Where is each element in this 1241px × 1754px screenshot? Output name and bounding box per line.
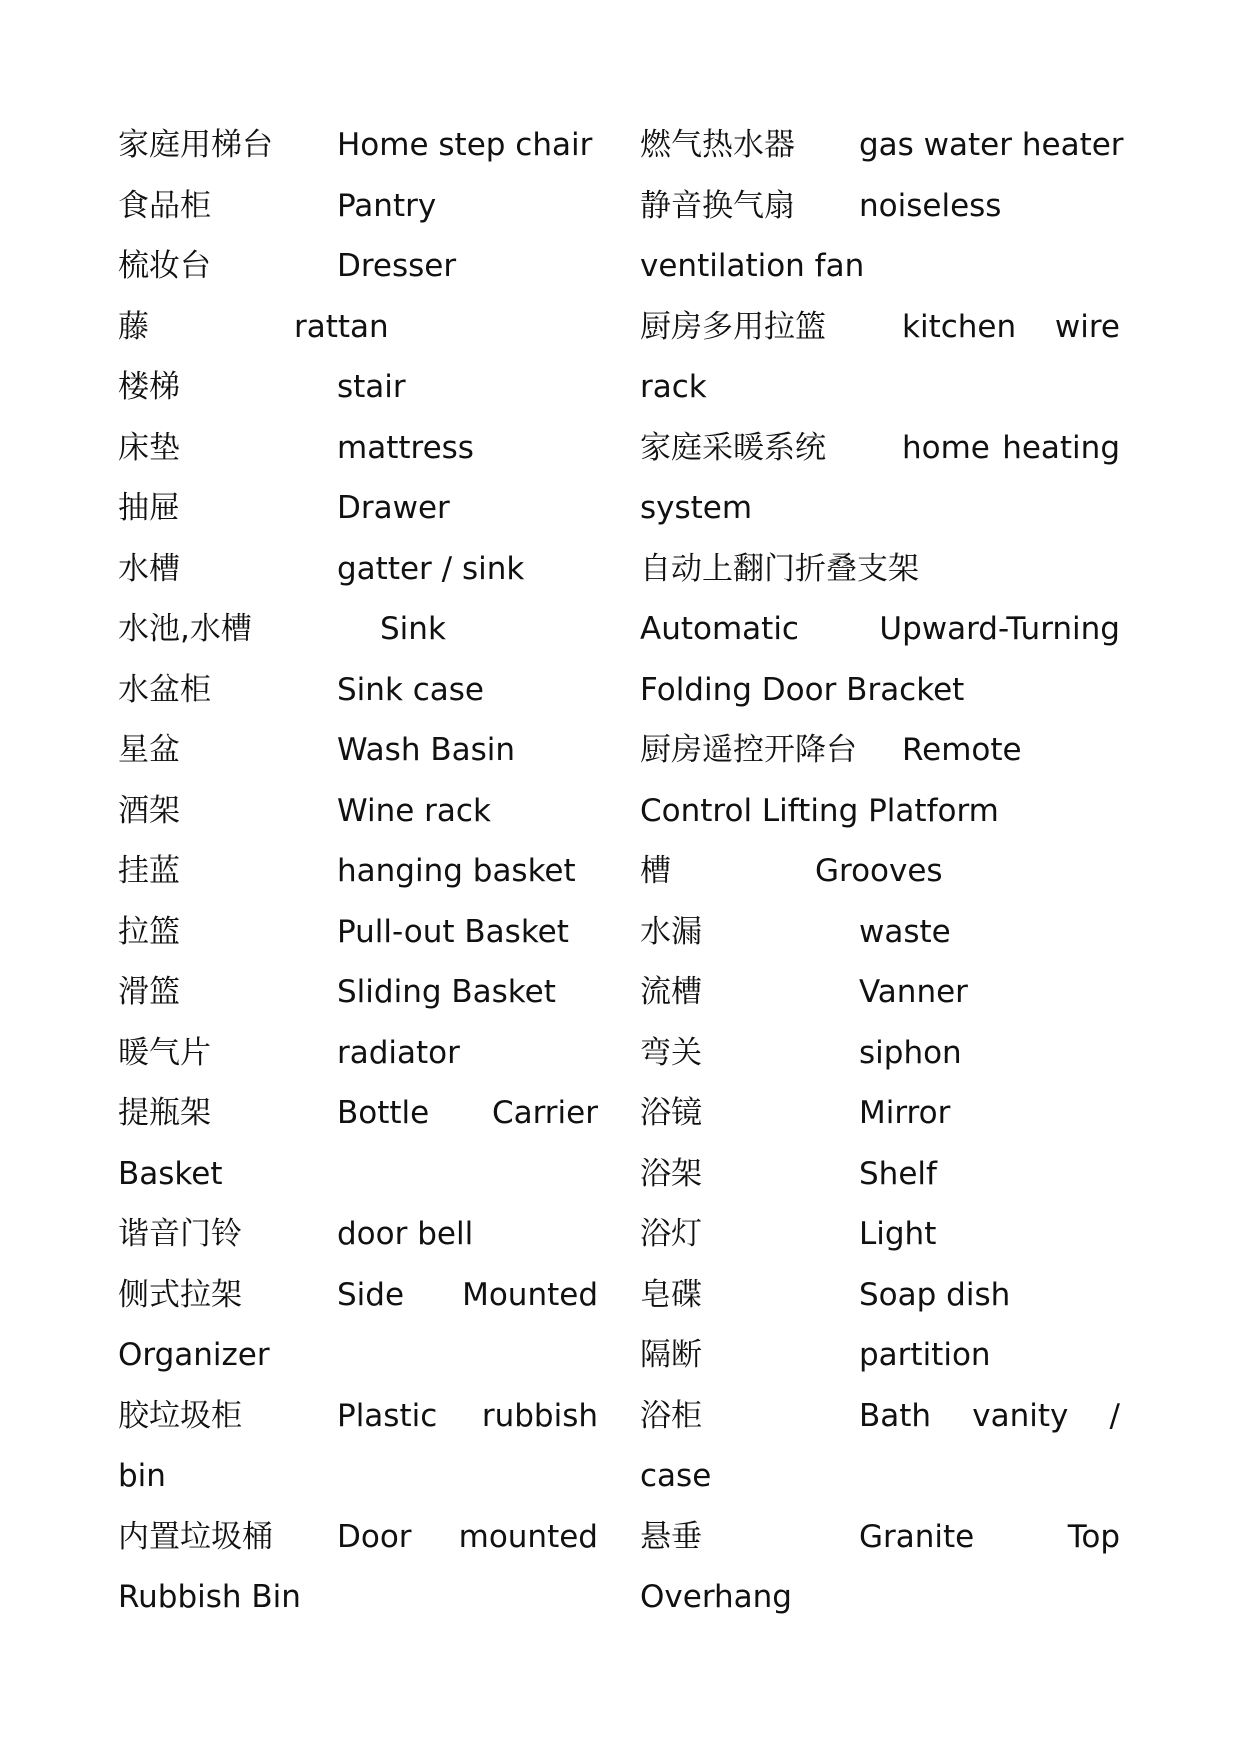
term-zh: 食品柜	[118, 187, 211, 224]
list-item	[118, 430, 598, 491]
term-zh: 酒架	[118, 792, 180, 829]
list-item	[640, 1519, 1120, 1580]
list-item	[118, 248, 598, 309]
list-item	[118, 1216, 598, 1277]
list-item	[118, 1095, 598, 1156]
list-item-continuation	[118, 1458, 598, 1519]
list-item	[640, 127, 1124, 188]
term-en: Pull-out Basket	[337, 913, 569, 950]
list-item	[640, 1277, 1120, 1338]
list-item	[118, 1398, 598, 1459]
term-en: door bell	[337, 1216, 474, 1252]
list-item	[640, 1398, 1120, 1459]
term-en-part: Granite	[859, 1518, 975, 1555]
term-en-continued: rack	[640, 369, 707, 405]
term-en: Remote	[902, 732, 1022, 768]
list-item	[640, 1156, 1120, 1217]
term-en-continued: Organizer	[118, 1337, 270, 1373]
term-en-part: Top	[1067, 1518, 1120, 1555]
term-en-part: Plastic	[337, 1397, 438, 1434]
term-en: noiseless	[859, 187, 1002, 224]
term-en: Wash Basin	[337, 732, 515, 768]
term-en-part: /	[1109, 1397, 1120, 1434]
term-en-continued: bin	[118, 1458, 166, 1494]
term-en-continued: Control Lifting Platform	[640, 792, 999, 829]
term-en-part: home	[902, 429, 990, 466]
list-item-continuation	[118, 1156, 598, 1217]
term-en-continued: Overhang	[640, 1579, 792, 1615]
list-item	[640, 1337, 1120, 1398]
term-zh: 家庭用梯台	[118, 127, 273, 163]
list-item	[118, 127, 598, 188]
term-en-continued: case	[640, 1458, 712, 1494]
term-zh: 抽屉	[118, 490, 180, 526]
list-item-continuation	[118, 1337, 598, 1398]
list-item-continuation	[640, 1579, 1120, 1640]
term-en: Dresser	[337, 248, 457, 284]
list-item	[118, 1035, 598, 1096]
list-item-continuation	[640, 672, 1120, 733]
list-item	[640, 974, 1120, 1035]
term-zh: 浴灯	[640, 1216, 702, 1252]
term-en: Home step chair	[337, 127, 593, 163]
term-zh: 提瓶架	[118, 1095, 211, 1131]
term-en: Sliding Basket	[337, 974, 556, 1010]
term-en-part: Side	[337, 1276, 405, 1313]
right-vocabulary-column	[640, 127, 1124, 1640]
term-en: Soap dish	[859, 1276, 1011, 1313]
list-item	[118, 551, 598, 612]
term-en-part: kitchen	[902, 308, 1017, 345]
list-item-continuation	[640, 1458, 1120, 1519]
list-item	[640, 1095, 1120, 1156]
term-zh: 暖气片	[118, 1034, 211, 1071]
list-item	[118, 369, 598, 430]
list-item	[640, 732, 1120, 793]
term-zh: 水槽	[118, 550, 180, 587]
term-en: Shelf	[859, 1155, 937, 1192]
term-en-part: heating	[1002, 429, 1120, 466]
term-en: Mirror	[859, 1095, 951, 1131]
term-en: partition	[859, 1337, 991, 1373]
term-en: radiator	[337, 1034, 460, 1071]
term-en-part: Door	[337, 1518, 412, 1555]
left-vocabulary-column	[118, 127, 598, 1640]
list-item	[118, 188, 598, 249]
term-zh: 燃气热水器	[640, 127, 795, 163]
term-zh: 静音换气扇	[640, 187, 795, 224]
list-item	[118, 914, 598, 975]
term-en-part: Bath	[859, 1397, 932, 1434]
list-item	[118, 793, 598, 854]
term-en-part: wire	[1054, 308, 1120, 345]
list-item-continuation	[640, 248, 1120, 309]
term-en-continued: system	[640, 490, 753, 526]
term-zh: 内置垃圾桶	[118, 1518, 273, 1555]
term-en: stair	[337, 369, 406, 405]
list-item-continuation	[118, 1579, 598, 1640]
term-en-justified	[337, 1097, 598, 1129]
term-en: Wine rack	[337, 792, 491, 829]
list-item	[118, 732, 598, 793]
term-en-part: Upward-Turning	[879, 611, 1120, 647]
term-en-continued: Basket	[118, 1155, 223, 1192]
term-zh: 水池,水槽	[118, 611, 252, 647]
list-item	[118, 1277, 598, 1338]
term-zh: 胶垃圾柜	[118, 1397, 242, 1434]
list-item	[640, 551, 1120, 612]
term-zh: 自动上翻门折叠支架	[640, 550, 919, 587]
list-item	[118, 309, 598, 370]
term-zh: 悬垂	[640, 1518, 702, 1555]
list-item	[640, 309, 1120, 370]
term-zh: 皂碟	[640, 1276, 702, 1313]
term-en-continued: ventilation fan	[640, 248, 865, 284]
list-item	[640, 1216, 1120, 1277]
term-zh: 厨房多用拉篮	[640, 308, 826, 345]
term-en-part: Carrier	[491, 1095, 598, 1131]
term-en-part: Automatic	[640, 611, 799, 647]
term-en-justified	[859, 1397, 1120, 1434]
list-item	[118, 1519, 598, 1580]
list-item	[118, 611, 598, 672]
list-item	[640, 430, 1120, 491]
term-en: Drawer	[337, 490, 450, 526]
term-zh: 楼梯	[118, 369, 180, 405]
term-en-part: mounted	[458, 1518, 598, 1555]
list-item-continuation	[640, 490, 1120, 551]
term-en-justified	[337, 1276, 598, 1313]
term-zh: 浴镜	[640, 1095, 702, 1131]
list-item	[118, 672, 598, 733]
term-en: Pantry	[337, 187, 437, 224]
term-en-part: Bottle	[337, 1095, 430, 1131]
term-zh: 隔断	[640, 1337, 702, 1373]
term-en-justified	[337, 1518, 598, 1555]
term-zh: 厨房遥控开降台	[640, 732, 857, 768]
term-zh: 挂蓝	[118, 853, 180, 889]
term-en: gatter / sink	[337, 550, 525, 587]
list-item	[118, 974, 598, 1035]
term-zh: 星盆	[118, 732, 180, 768]
term-en: Grooves	[815, 853, 943, 889]
term-zh: 水盆柜	[118, 671, 211, 708]
term-en-part: vanity	[972, 1397, 1069, 1434]
term-en-justified	[337, 1397, 598, 1434]
term-zh: 流槽	[640, 974, 702, 1010]
term-en: Sink case	[337, 671, 485, 708]
list-item	[118, 853, 598, 914]
term-en: Vanner	[859, 974, 968, 1010]
list-item	[640, 914, 1120, 975]
term-en: waste	[859, 913, 951, 950]
term-zh: 梳妆台	[118, 248, 211, 284]
term-en: Sink	[380, 611, 446, 647]
list-item	[640, 1035, 1120, 1096]
term-zh: 浴架	[640, 1155, 702, 1192]
list-item-continuation	[640, 369, 1120, 430]
term-zh: 拉篮	[118, 913, 180, 950]
term-zh: 水漏	[640, 913, 702, 950]
term-zh: 滑篮	[118, 974, 180, 1010]
list-item-continuation	[640, 611, 1120, 672]
term-zh: 床垫	[118, 429, 180, 466]
list-item-continuation	[640, 793, 1120, 854]
term-en: rattan	[294, 308, 389, 345]
term-zh: 浴柜	[640, 1397, 702, 1434]
term-zh: 藤	[118, 308, 149, 345]
term-zh: 家庭采暖系统	[640, 429, 826, 466]
term-en-continued: Folding Door Bracket	[640, 671, 965, 708]
list-item	[118, 490, 598, 551]
term-zh: 谐音门铃	[118, 1216, 242, 1252]
term-zh: 槽	[640, 853, 671, 889]
term-en: mattress	[337, 429, 474, 466]
list-item	[640, 853, 1120, 914]
term-zh: 弯关	[640, 1034, 702, 1071]
term-en: siphon	[859, 1034, 962, 1071]
term-en-continued: Rubbish Bin	[118, 1579, 301, 1615]
list-item	[640, 188, 1120, 249]
term-en: Light	[859, 1216, 937, 1252]
term-zh: 侧式拉架	[118, 1276, 242, 1313]
term-en-part: Mounted	[462, 1276, 598, 1313]
term-en-part: rubbish	[481, 1397, 598, 1434]
term-en: hanging basket	[337, 853, 576, 889]
term-en: gas water heater	[859, 127, 1124, 163]
